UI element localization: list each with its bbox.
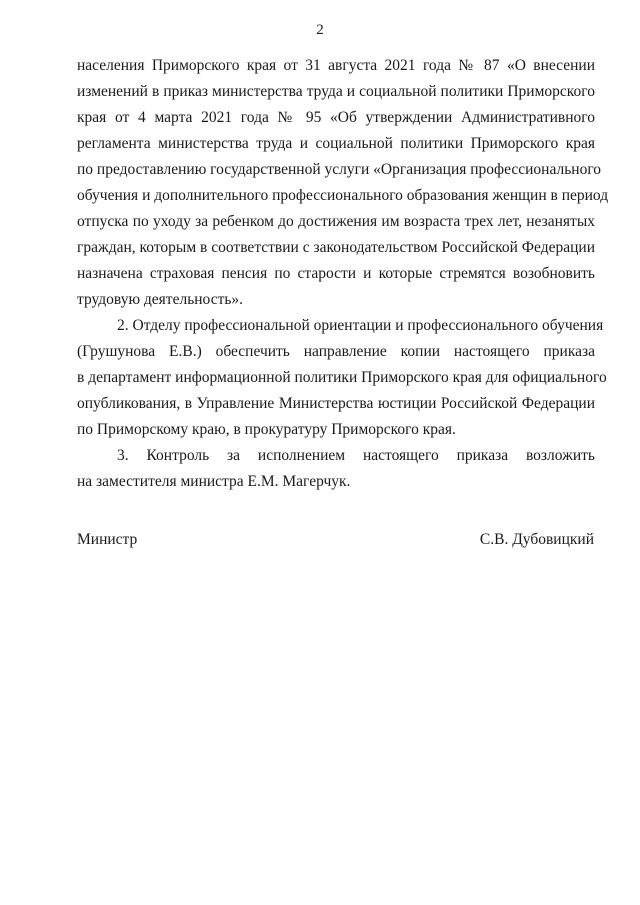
paragraph-2-line: опубликования, в Управление Министерства юстиции Российской Федерации (77, 395, 595, 412)
paragraph-1-line: обучения и дополнительного профессионального образования женщин в период (77, 187, 609, 204)
page-number: 2 (316, 22, 324, 38)
paragraph-1-line: назначена страховая пенсия по старости и которые стремятся возобновить (77, 265, 595, 282)
paragraph-1-line: края от 4 марта 2021 года № 95 «Об утверждении Административного (77, 109, 595, 126)
paragraph-2-line: (Грушунова Е.В.) обеспечить направление копии настоящего приказа (77, 343, 595, 360)
paragraph-2-line: в департамент информационной политики Приморского края для официального (77, 369, 607, 386)
signature-block (77, 530, 594, 550)
paragraph-2-line: по Приморскому краю, в прокуратуру Приморского края. (77, 421, 456, 438)
document-body (77, 53, 609, 495)
signatory-name: С.В. Дубовицкий (479, 531, 594, 548)
paragraph-3-line: 3. Контроль за исполнением настоящего приказа возложить (117, 447, 595, 464)
paragraph-2-line: 2. Отделу профессиональной ориентации и профессионального обучения (117, 317, 604, 334)
paragraph-1-line: регламента министерства труда и социальной политики Приморского края (77, 135, 595, 152)
signatory-position: Министр (77, 531, 138, 548)
paragraph-1-line: по предоставлению государственной услуги «Организация профессионального (77, 161, 602, 178)
paragraph-1-line: граждан, которым в соответствии с законодательством Российской Федерации (77, 239, 595, 256)
paragraph-1-line: изменений в приказ министерства труда и социальной политики Приморского (77, 83, 595, 100)
paragraph-1-line: населения Приморского края от 31 августа 2021 года № 87 «О внесении (77, 57, 595, 74)
paragraph-1-line: отпуска по уходу за ребенком до достижения им возраста трех лет, незанятых (77, 213, 595, 230)
paragraph-3-line: на заместителя министра Е.М. Магерчук. (77, 473, 351, 490)
paragraph-1-line: трудовую деятельность». (77, 291, 244, 308)
